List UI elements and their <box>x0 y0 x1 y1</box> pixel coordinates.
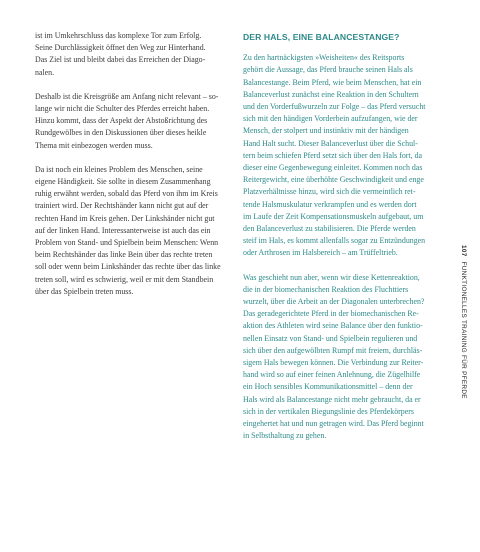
text-line: nalen. <box>35 67 55 77</box>
text-line: Mensch, der stolpert und instinktiv mit der händigen <box>243 126 409 136</box>
text-line: lange wir nicht die Schulter des Pferdes erreicht haben. <box>35 104 210 114</box>
section-heading: DER HALS, EINE BALANCESTANGE? <box>243 32 400 42</box>
text-line: steif im Hals, es kommt allenfalls sogar zu Entzündungen <box>243 236 426 246</box>
text-line: auf der linken Hand. Interessanterweise ist auch das ein <box>35 225 211 235</box>
text-line: nellen Einsatz von Stand- und Spielbein regulieren und <box>243 333 418 343</box>
text-line: ruhig erwähnt werden, sobald das Pferd von ihm im Kreis <box>35 189 218 199</box>
text-line: und den Vorderfußwurzeln zur Folge – das Pferd versucht <box>243 102 426 112</box>
text-line: tende Halsmuskulatur verkrampfen und es werden dort <box>243 199 417 209</box>
text-line: den Balanceverlust zu stabilisieren. Die Pferde werden <box>243 224 416 234</box>
text-line: Hals wird als Balancestange nicht mehr gebraucht, da er <box>243 394 421 404</box>
text-line: Zu den hartnäckigsten »Weisheiten« des Reitsports <box>243 53 405 63</box>
text-line: sich mit den händigen Vorderbein aufzufangen, wie der <box>243 114 418 124</box>
text-line: sigem Hals bewegen können. Die Verbindung zur Reiter- <box>243 358 424 368</box>
text-line: ist im Umkehrschluss das komplexe Tor zum Erfolg. <box>35 31 202 40</box>
text-line: eigene Händigkeit. Sie sollte in diesem Zusammenhang <box>35 177 211 187</box>
text-line: trainiert wird. Der Rechtshänder kann nicht gut auf der <box>35 201 209 211</box>
text-line: rechten Hand im Kreis gehen. Der Linkshänder nicht gut <box>35 213 215 223</box>
text-line: Was geschieht nun aber, wenn wir diese Kettenreaktion, <box>243 272 420 282</box>
text-line: ein Hoch sensibles Kommunikationsmittel – denn der <box>243 382 413 392</box>
text-line: gehört die Aussage, das Pferd brauche seinen Hals als <box>243 65 413 75</box>
text-line: beim Rechtshänder das linke Bein über das rechte treten <box>35 250 213 260</box>
right-text-column <box>243 31 442 455</box>
text-line: Hand Halt sucht. Dieser Balanceverlust über die Schul- <box>243 138 418 148</box>
right-paragraph-2 <box>243 272 442 443</box>
text-line: Da ist noch ein kleines Problem des Menschen, seine <box>35 164 203 174</box>
left-paragraph-2 <box>35 91 232 152</box>
text-line: wurzelt, über die Arbeit an der Diagonalen unterbrechen? <box>243 297 425 307</box>
text-line: Balanceverlust zunächst eine Reaktion in den Schultern <box>243 89 419 99</box>
text-line: Platzverhältnisse hinzu, wird sich die vermeintlich ret- <box>243 187 416 197</box>
left-paragraph-1 <box>35 30 232 79</box>
text-line: Rundgewölbes in den Diskussionen über dieses heikle <box>35 128 207 138</box>
text-line: in Selbsthaltung zu gehen. <box>243 431 327 441</box>
left-paragraph-3 <box>35 164 232 298</box>
text-line: dieser eine Gegenbewegung einleitet. Kommen noch das <box>243 163 423 173</box>
text-line: hand wird so auf einer feinen Anlehnung, die Zügelhilfe <box>243 370 421 380</box>
text-line: sich über den aufgewölbten Rumpf mit freiem, durchläs- <box>243 345 423 355</box>
page-number: 107 <box>460 245 467 257</box>
left-text-column <box>35 30 232 310</box>
book-title: FUNKTIONELLES TRAINING FÜR PFERDE <box>460 261 467 399</box>
text-line: die in der biomechanischen Reaktion des Fluchttiers <box>243 284 409 294</box>
text-line: im Laufe der Zeit Kompensationsmuskeln aufgebaut, um <box>243 211 424 221</box>
text-line: sich in der vertikalen Biegungslinie des Pferdekörpers <box>243 406 414 416</box>
text-line: aktion des Athleten wird seine Balance über den funktio- <box>243 321 423 331</box>
running-header <box>458 245 468 445</box>
text-line: eingehertet hat und nun getragen wird. Das Pferd beginnt <box>243 419 424 429</box>
text-line: oder Arthrosen im Halsbereich – am Trüffeltrieb. <box>243 248 398 258</box>
text-line: tern beim schiefen Pferd setzt sich über den Hals fort, da <box>243 150 423 160</box>
text-line: Hinzu kommt, dass der Aspekt der Abstoßrichtung des <box>35 116 208 126</box>
running-header-text <box>460 245 467 399</box>
text-line: Thema mit einbezogen werden muss. <box>35 140 153 150</box>
text-line: treten soll, wird es schwierig, weil er mit dem Standbein <box>35 274 214 284</box>
text-line: über das Spielbein treten muss. <box>35 286 134 296</box>
text-line: Das geradegerichtete Pferd in der biomechanischen Re- <box>243 309 419 319</box>
text-line: Problem von Stand- und Spielbein beim Menschen: Wenn <box>35 238 219 248</box>
text-line: Deshalb ist die Kreisgröße am Anfang nicht relevant – so- <box>35 91 219 101</box>
text-line: soll oder wenn beim Linkshänder das rechte über das linke <box>35 262 221 272</box>
text-line: Reitergewicht, eine überhöhte Geschwindigkeit und enge <box>243 175 424 185</box>
text-line: Balancestange. Beim Pferd, wie beim Menschen, hat ein <box>243 77 422 87</box>
text-line: Das Ziel ist und bleibt dabei das Erreichen der Diago- <box>35 55 206 65</box>
text-line: Seine Durchlässigkeit öffnet den Weg zur Hinterhand. <box>35 43 206 53</box>
right-paragraph-1 <box>243 52 442 259</box>
